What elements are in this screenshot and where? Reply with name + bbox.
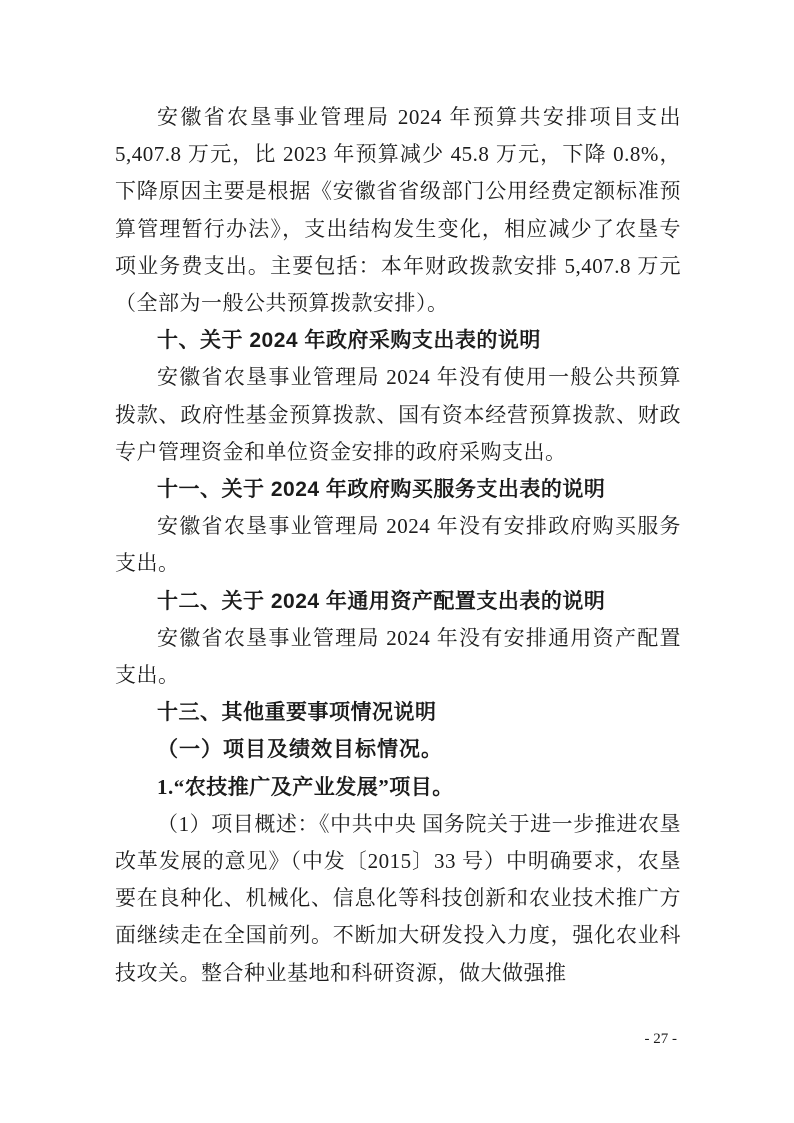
paragraph: 安徽省农垦事业管理局 2024 年预算共安排项目支出 5,407.8 万元，比 2023 年预算减少 45.8 万元，下降 0.8%，下降原因主要是根据《安徽省省级部门公用经费定额标准预算管理暂行办法》，支出结构发生变化，相应减少了农垦专项业务费支出。主要包括：本年财政拨款安排 5,407.8 万元（全部为一般公共预算拨款安排）。 (115, 105, 681, 316)
page-number: - 27 - (644, 1031, 677, 1047)
paragraph: 安徽省农垦事业管理局 2024 年没有使用一般公共预算拨款、政府性基金预算拨款、国有资本经营预算拨款、财政专户管理资金和单位资金安排的政府采购支出。 (115, 365, 681, 464)
section-heading: （一）项目及绩效目标情况。 (157, 737, 443, 762)
section-heading: 十二、关于 2024 年通用资产配置支出表的说明 (157, 589, 606, 613)
paragraph: 安徽省农垦事业管理局 2024 年没有安排通用资产配置支出。 (115, 625, 681, 688)
section-heading: 十一、关于 2024 年政府购买服务支出表的说明 (157, 478, 606, 502)
paragraph: （1）项目概述：《中共中央 国务院关于进一步推进农垦改革发展的意见》（中发〔2015〕33 号）中明确要求，农垦要在良种化、机械化、信息化等科技创新和农业技术推广方面继续走在全国前列。不断加大研发投入力度，强化农业科技攻关。整合种业基地和科研资源，做大做强推 (115, 811, 681, 985)
paragraph: 安徽省农垦事业管理局 2024 年没有安排政府购买服务支出。 (115, 514, 681, 576)
document-body (115, 99, 681, 992)
section-heading: 十三、其他重要事项情况说明 (157, 701, 437, 725)
section-heading: 1.“农技推广及产业发展”项目。 (157, 774, 454, 799)
section-heading: 十、关于 2024 年政府采购支出表的说明 (157, 329, 541, 353)
